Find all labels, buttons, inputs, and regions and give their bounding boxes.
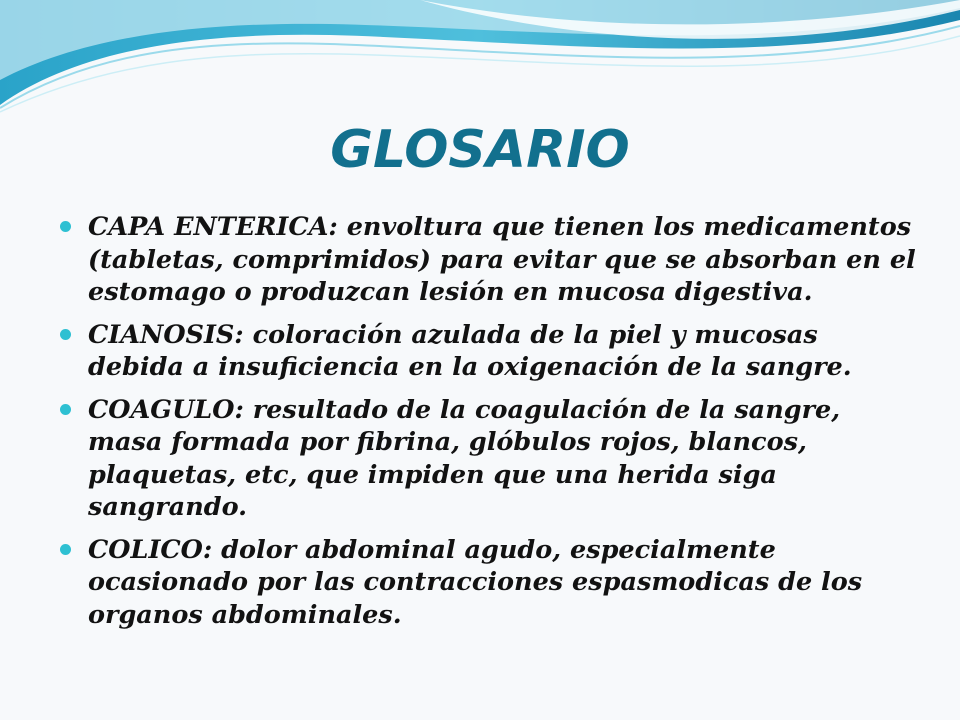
list-item (60, 211, 920, 309)
bullet-icon (60, 404, 71, 415)
list-item (60, 319, 920, 384)
list-item (60, 534, 920, 632)
glossary-entry-text: CAPA ENTERICA: envoltura que tienen los medicamentos (tabletas, comprimidos) para evitar que se absorban en el estomago o produzcan lesión en mucosa digestiva. (88, 212, 916, 307)
bullet-icon (60, 329, 71, 340)
glossary-entry-text: COLICO: dolor abdominal agudo, especialmente ocasionado por las contracciones espasmodicas de los organos abdominales. (88, 534, 863, 630)
bullet-icon (60, 221, 71, 232)
bullet-icon (60, 544, 71, 555)
header-wave-decoration (0, 0, 960, 120)
glossary-entry-text: COAGULO: resultado de la coagulación de la sangre, masa formada por fibrina, glóbulos rojos, blancos, plaquetas, etc, que impiden que una herida siga sangrando. (88, 394, 841, 522)
glossary-list (60, 211, 920, 641)
glossary-entry-text: CIANOSIS: coloración azulada de la piel y mucosas debida a insuficiencia en la oxigenación de la sangre. (88, 319, 852, 382)
list-item (60, 394, 920, 524)
slide-title: GLOSARIO (330, 120, 630, 180)
